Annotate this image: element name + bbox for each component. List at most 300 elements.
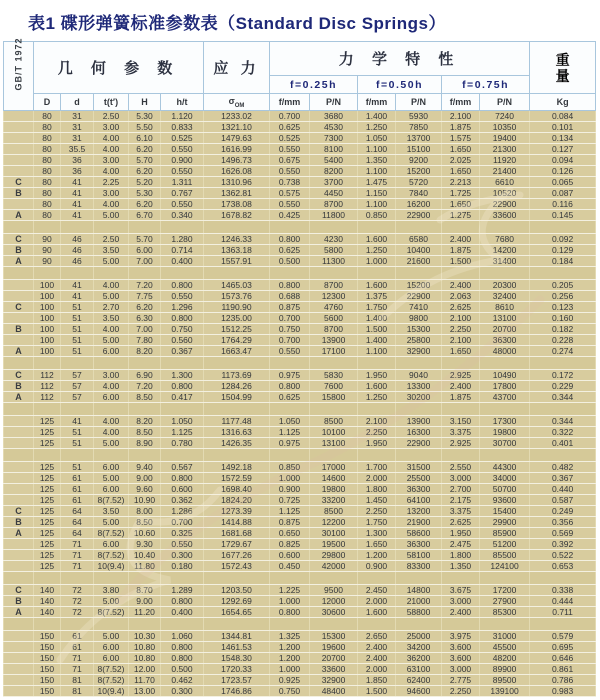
data-cell: 1362.81 <box>204 188 270 199</box>
series-letter-cell <box>4 438 34 449</box>
separator-cell <box>4 449 34 462</box>
data-cell: 25800 <box>396 335 442 346</box>
data-cell: 7.75 <box>129 291 161 302</box>
series-letter-cell <box>4 473 34 484</box>
data-cell: 41 <box>61 291 94 302</box>
separator-cell <box>161 221 204 234</box>
series-letter-cell: B <box>4 245 34 256</box>
data-cell: 1.850 <box>358 675 396 686</box>
page-title: 表1 碟形弹簧标准参数表（Standard Disc Springs） <box>28 14 446 33</box>
data-cell: 2.400 <box>358 642 396 653</box>
data-cell: 33200 <box>310 495 358 506</box>
data-cell: 36 <box>61 155 94 166</box>
data-cell: 125 <box>34 438 61 449</box>
data-cell: 57 <box>61 381 94 392</box>
table-row <box>4 506 596 517</box>
data-cell: 46 <box>61 234 94 245</box>
data-cell: 124100 <box>480 561 530 572</box>
standard-code: GB/T 1972 <box>13 37 24 91</box>
separator-cell <box>480 221 530 234</box>
data-cell: 1.875 <box>442 245 480 256</box>
series-letter-cell: C <box>4 234 34 245</box>
data-cell: 33600 <box>480 210 530 221</box>
data-cell: 1572.43 <box>204 561 270 572</box>
data-cell: 125 <box>34 561 61 572</box>
data-cell: 6.00 <box>94 653 129 664</box>
data-cell: 51 <box>61 335 94 346</box>
data-cell: 36300 <box>396 539 442 550</box>
data-cell: 6.20 <box>129 199 161 210</box>
data-cell: 71 <box>61 561 94 572</box>
data-cell: 3.50 <box>94 313 129 324</box>
data-cell: 4230 <box>310 234 358 245</box>
table-row <box>4 313 596 324</box>
data-cell: 1233.02 <box>204 111 270 122</box>
data-cell: 8.50 <box>129 427 161 438</box>
data-cell: 1.475 <box>358 177 396 188</box>
data-cell: 0.084 <box>530 111 596 122</box>
data-cell: 3.50 <box>94 245 129 256</box>
separator-cell <box>530 357 596 370</box>
table-row <box>4 550 596 561</box>
data-cell: 3.80 <box>94 585 129 596</box>
table-row <box>4 188 596 199</box>
separator-cell <box>480 403 530 416</box>
data-cell: 72 <box>61 607 94 618</box>
data-cell: 64 <box>61 528 94 539</box>
data-cell: 2.775 <box>442 675 480 686</box>
data-cell: 5.30 <box>129 188 161 199</box>
data-cell: 8.00 <box>129 506 161 517</box>
data-cell: 0.550 <box>161 144 204 155</box>
table-row <box>4 280 596 291</box>
data-cell: 32400 <box>480 291 530 302</box>
separator-cell <box>129 449 161 462</box>
separator-cell <box>204 221 270 234</box>
data-cell: 1764.29 <box>204 335 270 346</box>
table-header <box>4 37 596 111</box>
data-cell: 0.101 <box>530 122 596 133</box>
data-cell: 64 <box>61 517 94 528</box>
data-cell: 10350 <box>480 122 530 133</box>
data-cell: 0.500 <box>270 256 310 267</box>
data-cell: 1.650 <box>442 346 480 357</box>
data-cell: 48400 <box>310 686 358 697</box>
data-cell: 6.20 <box>129 144 161 155</box>
data-cell: 0.900 <box>270 484 310 495</box>
data-cell: 0.675 <box>270 155 310 166</box>
data-cell: 57 <box>61 392 94 403</box>
data-cell: 25500 <box>396 473 442 484</box>
data-cell: 4.00 <box>94 133 129 144</box>
data-cell: 0.767 <box>161 188 204 199</box>
data-cell: 125 <box>34 539 61 550</box>
data-cell: 1626.08 <box>204 166 270 177</box>
data-cell: 11300 <box>310 256 358 267</box>
data-cell: 0.653 <box>530 561 596 572</box>
data-cell: 125 <box>34 462 61 473</box>
data-cell: 11920 <box>480 155 530 166</box>
separator-cell <box>480 267 530 280</box>
series-letter-cell: A <box>4 607 34 618</box>
data-cell: 11.20 <box>129 607 161 618</box>
data-cell: 20700 <box>310 653 358 664</box>
col-header-f050-pn: P/N <box>396 94 442 111</box>
data-cell: 10.60 <box>129 528 161 539</box>
separator-cell <box>161 403 204 416</box>
data-cell: 1.150 <box>358 188 396 199</box>
data-cell: 17300 <box>480 416 530 427</box>
series-letter-cell: A <box>4 346 34 357</box>
data-cell: 13.00 <box>129 686 161 697</box>
data-cell: 7300 <box>310 133 358 144</box>
data-cell: 0.800 <box>161 642 204 653</box>
data-cell: 0.205 <box>530 280 596 291</box>
data-cell: 1.311 <box>161 177 204 188</box>
table-row <box>4 291 596 302</box>
data-cell: 71 <box>61 653 94 664</box>
table-row <box>4 585 596 596</box>
data-cell: 0.650 <box>270 528 310 539</box>
data-cell: 1698.40 <box>204 484 270 495</box>
data-cell: 1.250 <box>358 122 396 133</box>
data-cell: 1.875 <box>442 392 480 403</box>
data-cell: 0.625 <box>270 122 310 133</box>
data-cell: 1.280 <box>161 234 204 245</box>
data-cell: 0.550 <box>161 199 204 210</box>
data-cell: 2.925 <box>442 438 480 449</box>
separator-cell <box>530 572 596 585</box>
data-cell: 100 <box>34 324 61 335</box>
data-cell: 31 <box>61 133 94 144</box>
data-cell: 61 <box>61 631 94 642</box>
data-cell: 1173.69 <box>204 370 270 381</box>
data-cell: 5.00 <box>94 517 129 528</box>
data-cell: 2.100 <box>442 111 480 122</box>
data-cell: 8500 <box>310 416 358 427</box>
data-cell: 0.184 <box>530 256 596 267</box>
separator-cell <box>270 357 310 370</box>
data-cell: 7.20 <box>129 381 161 392</box>
data-cell: 8.50 <box>129 517 161 528</box>
separator-cell <box>442 357 480 370</box>
data-cell: 33600 <box>310 664 358 675</box>
data-cell: 90 <box>34 256 61 267</box>
data-cell: 3700 <box>310 177 358 188</box>
data-cell: 1.125 <box>270 427 310 438</box>
group-separator-row <box>4 221 596 234</box>
data-cell: 41 <box>61 210 94 221</box>
data-cell: 0.861 <box>530 664 596 675</box>
group-separator-row <box>4 449 596 462</box>
data-cell: 7240 <box>480 111 530 122</box>
data-cell: 64100 <box>396 495 442 506</box>
data-cell: 7850 <box>396 122 442 133</box>
data-cell: 3.000 <box>442 596 480 607</box>
data-cell: 0.900 <box>161 155 204 166</box>
separator-cell <box>480 572 530 585</box>
data-cell: 19400 <box>480 133 530 144</box>
data-cell: 1.125 <box>161 427 204 438</box>
data-cell: 2.175 <box>442 495 480 506</box>
group-header-mechanical: 力 学 特 性 <box>270 42 530 76</box>
data-cell: 0.522 <box>530 550 596 561</box>
data-cell: 0.550 <box>270 166 310 177</box>
separator-cell <box>34 449 61 462</box>
data-cell: 5930 <box>396 111 442 122</box>
data-cell: 100 <box>34 346 61 357</box>
data-cell: 43700 <box>480 392 530 403</box>
data-cell: 150 <box>34 675 61 686</box>
data-cell: 61 <box>61 473 94 484</box>
separator-cell <box>358 357 396 370</box>
data-cell: 0.900 <box>358 561 396 572</box>
data-cell: 2.000 <box>358 664 396 675</box>
separator-cell <box>161 449 204 462</box>
data-cell: 1738.08 <box>204 199 270 210</box>
data-cell: 2.70 <box>94 302 129 313</box>
data-cell: 10.80 <box>129 653 161 664</box>
data-cell: 5800 <box>310 245 358 256</box>
data-cell: 1.400 <box>358 111 396 122</box>
data-cell: 1.286 <box>161 506 204 517</box>
data-cell: 61 <box>61 484 94 495</box>
data-cell: 0.325 <box>161 528 204 539</box>
data-cell: 20300 <box>480 280 530 291</box>
table-row <box>4 495 596 506</box>
data-cell: 0.800 <box>161 596 204 607</box>
data-cell: 6.70 <box>129 210 161 221</box>
data-cell: 8700 <box>310 324 358 335</box>
data-cell: 0.700 <box>161 517 204 528</box>
table-row <box>4 484 596 495</box>
data-cell: 0.550 <box>270 144 310 155</box>
data-cell: 15300 <box>396 324 442 335</box>
data-cell: 0.425 <box>270 210 310 221</box>
data-cell: 34200 <box>396 642 442 653</box>
data-cell: 1.650 <box>442 199 480 210</box>
data-cell: 31 <box>61 122 94 133</box>
data-cell: 0.367 <box>161 346 204 357</box>
data-cell: 1548.30 <box>204 653 270 664</box>
data-cell: 1.300 <box>161 370 204 381</box>
data-cell: 8.70 <box>129 585 161 596</box>
data-cell: 1465.03 <box>204 280 270 291</box>
data-cell: 0.249 <box>530 506 596 517</box>
data-cell: 1.700 <box>358 462 396 473</box>
data-cell: 100 <box>34 335 61 346</box>
data-cell: 7840 <box>396 188 442 199</box>
data-cell: 140 <box>34 596 61 607</box>
standard-code-cell <box>4 37 34 111</box>
data-cell: 2.025 <box>442 155 480 166</box>
data-cell: 5.00 <box>94 438 129 449</box>
data-cell: 1461.53 <box>204 642 270 653</box>
separator-cell <box>480 449 530 462</box>
data-cell: 22900 <box>396 438 442 449</box>
separator-cell <box>204 357 270 370</box>
table-row <box>4 155 596 166</box>
data-cell: 2.625 <box>442 517 480 528</box>
data-cell: 17200 <box>480 585 530 596</box>
series-letter-cell: B <box>4 188 34 199</box>
data-cell: 0.065 <box>530 177 596 188</box>
data-cell: 51 <box>61 302 94 313</box>
col-header-d: d <box>61 94 94 111</box>
data-cell: 8(7.52) <box>94 528 129 539</box>
data-cell: 1.600 <box>358 381 396 392</box>
data-cell: 94600 <box>396 686 442 697</box>
data-cell: 61 <box>61 642 94 653</box>
data-cell: 0.875 <box>270 302 310 313</box>
data-cell: 0.392 <box>530 539 596 550</box>
data-cell: 100 <box>34 313 61 324</box>
data-cell: 90 <box>34 234 61 245</box>
data-cell: 72 <box>61 585 94 596</box>
group-separator-row <box>4 618 596 631</box>
data-cell: 57 <box>61 370 94 381</box>
data-cell: 1512.25 <box>204 324 270 335</box>
data-cell: 62400 <box>396 675 442 686</box>
data-cell: 31000 <box>480 631 530 642</box>
data-cell: 150 <box>34 631 61 642</box>
data-cell: 15400 <box>480 506 530 517</box>
data-cell: 1.400 <box>358 313 396 324</box>
series-letter-cell: A <box>4 528 34 539</box>
separator-cell <box>94 357 129 370</box>
data-cell: 41 <box>61 280 94 291</box>
data-cell: 8700 <box>310 199 358 210</box>
data-cell: 45500 <box>480 642 530 653</box>
data-cell: 0.550 <box>161 539 204 550</box>
data-cell: 1.500 <box>358 686 396 697</box>
data-cell: 112 <box>34 370 61 381</box>
data-cell: 2.400 <box>442 381 480 392</box>
data-cell: 2.25 <box>94 177 129 188</box>
data-cell: 2.625 <box>442 302 480 313</box>
data-cell: 31500 <box>396 462 442 473</box>
data-cell: 0.569 <box>530 528 596 539</box>
series-letter-cell: C <box>4 506 34 517</box>
data-cell: 2.250 <box>442 324 480 335</box>
data-cell: 0.440 <box>530 484 596 495</box>
col-header-t: t(t′) <box>94 94 129 111</box>
data-cell: 13700 <box>396 133 442 144</box>
separator-cell <box>94 221 129 234</box>
table-row <box>4 473 596 484</box>
data-cell: 0.228 <box>530 335 596 346</box>
data-cell: 1190.90 <box>204 302 270 313</box>
data-cell: 4.00 <box>94 280 129 291</box>
separator-cell <box>310 357 358 370</box>
table-row <box>4 210 596 221</box>
data-cell: 10.90 <box>129 495 161 506</box>
data-cell: 0.825 <box>270 539 310 550</box>
data-cell: 0.800 <box>161 313 204 324</box>
table-row <box>4 607 596 618</box>
data-cell: 0.850 <box>358 210 396 221</box>
separator-cell <box>94 572 129 585</box>
data-cell: 44300 <box>480 462 530 473</box>
table-row <box>4 675 596 686</box>
data-cell: 0.750 <box>270 324 310 335</box>
separator-cell <box>358 618 396 631</box>
data-cell: 1316.63 <box>204 427 270 438</box>
series-letter-cell <box>4 111 34 122</box>
data-cell: 46 <box>61 256 94 267</box>
data-cell: 14800 <box>396 585 442 596</box>
data-cell: 0.322 <box>530 427 596 438</box>
separator-cell <box>204 267 270 280</box>
data-cell: 2.400 <box>358 653 396 664</box>
data-cell: 36200 <box>396 653 442 664</box>
data-cell: 0.340 <box>161 210 204 221</box>
table-row <box>4 256 596 267</box>
data-cell: 3.00 <box>94 370 129 381</box>
data-cell: 150 <box>34 642 61 653</box>
data-cell: 17000 <box>310 462 358 473</box>
table-row <box>4 664 596 675</box>
data-cell: 71 <box>61 550 94 561</box>
data-cell: 125 <box>34 473 61 484</box>
data-cell: 50700 <box>480 484 530 495</box>
separator-cell <box>310 572 358 585</box>
separator-cell <box>396 267 442 280</box>
data-cell: 21900 <box>396 517 442 528</box>
data-cell: 0.786 <box>530 675 596 686</box>
separator-cell <box>204 618 270 631</box>
data-cell: 4.00 <box>94 199 129 210</box>
data-cell: 0.975 <box>270 438 310 449</box>
table-row <box>4 438 596 449</box>
data-cell: 8(7.52) <box>94 664 129 675</box>
data-cell: 0.800 <box>161 381 204 392</box>
data-cell: 1.750 <box>358 517 396 528</box>
data-cell: 1492.18 <box>204 462 270 473</box>
data-cell: 125 <box>34 550 61 561</box>
data-cell: 1.050 <box>358 133 396 144</box>
data-cell: 0.579 <box>530 631 596 642</box>
separator-cell <box>396 572 442 585</box>
data-cell: 3.600 <box>442 653 480 664</box>
data-cell: 0.750 <box>161 324 204 335</box>
data-cell: 80 <box>34 199 61 210</box>
data-cell: 1.050 <box>270 416 310 427</box>
separator-cell <box>61 449 94 462</box>
data-cell: 6.00 <box>94 462 129 473</box>
table-row <box>4 234 596 245</box>
data-cell: 125 <box>34 427 61 438</box>
data-cell: 0.417 <box>161 392 204 403</box>
data-cell: 1654.65 <box>204 607 270 618</box>
data-cell: 0.482 <box>530 462 596 473</box>
separator-cell <box>129 267 161 280</box>
data-cell: 112 <box>34 381 61 392</box>
data-cell: 0.344 <box>530 416 596 427</box>
series-letter-cell <box>4 642 34 653</box>
data-cell: 3.000 <box>442 473 480 484</box>
series-letter-cell <box>4 313 34 324</box>
data-cell: 2.700 <box>442 484 480 495</box>
data-cell: 5.00 <box>94 291 129 302</box>
data-cell: 0.725 <box>270 495 310 506</box>
data-cell: 1557.91 <box>204 256 270 267</box>
data-cell: 4.00 <box>94 144 129 155</box>
data-cell: 1.200 <box>358 550 396 561</box>
series-letter-cell: B <box>4 381 34 392</box>
data-cell: 0.925 <box>270 675 310 686</box>
separator-cell <box>396 357 442 370</box>
